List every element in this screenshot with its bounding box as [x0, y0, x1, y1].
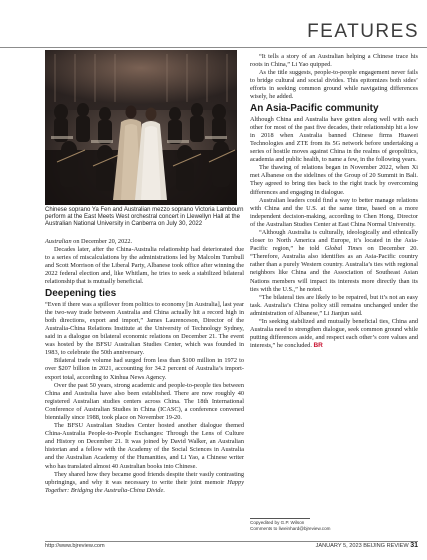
right-paragraph-7: “The bilateral ties are likely to be repaired, but it’s not an easy task. Australia’s China policy still remains unchanged under the administration of Albanese,” Li Jianjun said.: [250, 293, 418, 317]
left-paragraph-6: [45, 471, 244, 495]
left-paragraph-6-post: .: [163, 486, 165, 494]
left-paragraph-3: Bilateral trade volume had surged from less than $100 million in 1972 to over $207 billion in 2021, accounting for 34.2 percent of Australia’s import-export total, according to Xinhua News Agency.: [45, 357, 244, 381]
concert-photo: [45, 50, 237, 205]
issue-info: JANUARY 5, 2023 BEIJING REVIEW: [315, 543, 409, 549]
subheading-asia-pacific: An Asia-Pacific community: [250, 102, 379, 114]
right-paragraph-4: The thawing of relations began in November 2022, when Xi met Albanese on the sidelines of the Group of 20 Summit in Bali. They agreed to bring ties back to the right track by overcoming differences and engaging in dialogue.: [250, 164, 418, 196]
left-column: [45, 238, 244, 495]
left-paragraph-1: Decades later, after the China-Australia relationship had deteriorated due to a series of miscalculations by the administrations led by Malcolm Turnbull and Scott Morrison of the Liberal Party, Albanese took office after winning the 2022 federal election and, like Whitlam, he tries to seek a stabilized bilateral relationship that is mutually beneficial.: [45, 246, 244, 286]
end-mark: BR: [313, 342, 323, 350]
page-number: 31: [410, 542, 418, 549]
left-paragraph-6-pre: They shared how they became good friends despite their vastly contrasting upbringings, and why it was necessary to write their joint memoir: [45, 470, 244, 486]
right-paragraph-3: Although China and Australia have gotten along well with each other for most of the past five decades, their relationship hit a low in 2018 when Australia banned Chinese firms Huawei Technologies and ZTE from its 5G network before undertaking a series of hostile moves against China in the realms of geopolitics, academia and public health, to name a few, in the following years.: [250, 115, 418, 164]
right-paragraph-8-text: “In seeking stabilized and mutually beneficial ties, China and Australia need to strengthen dialogue, seek common ground while putting differences aside, and respect each other’s core values and interests,” he concluded.: [250, 318, 418, 350]
right-column: [250, 53, 418, 350]
page-header: [0, 0, 427, 55]
book-title: Happy Together: Bridging the Australia-China Divide: [45, 478, 244, 494]
header-rule: [0, 47, 427, 48]
right-paragraph-6-post: on December 20. “Therefore, Australia also identifies as an Asia-Pacific country rather than a purely Western country. Australia’s ties with regional neighbors like China and the Association of Southeast Asian Nations members will impact its interests more directly than its ties with the U.S.,” he noted.: [250, 245, 418, 293]
right-paragraph-6: [250, 229, 418, 294]
right-paragraph-5: Australian leaders could find a way to better manage relations with China and the U.S. at the same time, based on a more independent decision-making, according to Chen Hong, Director of the Australian Studies Center at East China Normal University.: [250, 196, 418, 228]
left-paragraph-4: Over the past 50 years, strong academic and people-to-people ties between China and Australia have also been established. There are now roughly 40 registered Australian studies centers across China. The 18th International Conference of Australian Studies in China (ICASC), a conference convened biennially since 1988, took place on November 19-20.: [45, 381, 244, 421]
right-paragraph-1: “It tells a story of an Australian helping a Chinese trace his roots in China,” Li Yao quipped.: [250, 53, 418, 69]
credits: [250, 520, 331, 531]
right-paragraph-8: [250, 318, 418, 350]
subheading-deepening-ties: Deepening ties: [45, 287, 117, 299]
footer-folio: [316, 542, 418, 549]
left-paragraph-0-rest: on December 20, 2022.: [71, 238, 133, 245]
credits-rule: [250, 518, 310, 519]
right-paragraph-6-pre: “Although Australia is culturally, ideologically and ethnically closer to North America and Europe, it’s located in the Asia-Pacific region,” he told: [250, 228, 418, 253]
copyedit-credit: Copyedited by G.P. Wilson: [250, 520, 305, 525]
left-paragraph-2: “Even if there was a spillover from politics to economy [in Australia], last year the two-way trade between Australia and China actually hit a record high in both directions, export and import,” James Laurenceson, Director of the Australia-China Relations Institute at the University of Technology Sydney, said in a dialogue on bilateral economic relations on December 21. The event was hosted by the BFSU Australian Studies Center, which was founded in 1983, to celebrate the 50th anniversary.: [45, 300, 244, 357]
photo-caption: Chinese soprano Ya Fen and Australian mezzo soprano Victoria Lambourn perform at the East Meets West orchestral concert in Llewellyn Hall at the Australian National University in Canberra on July 30, 2022: [45, 207, 244, 228]
footer-url[interactable]: http://www.bjreview.com: [45, 543, 105, 549]
left-paragraph-0: [45, 238, 244, 246]
publication-name: Australian: [45, 238, 72, 245]
comments-email[interactable]: Comments to liweinhard@bjreview.com: [250, 525, 331, 531]
left-paragraph-5: The BFSU Australian Studies Center hosted another dialogue themed China-Australia People-to-People Exchanges: Through the Lens of Culture and History on December 21. It was joined by David Walker, an Australian historian and a fellow with the Academy of the Social Sciences in Australia and the Australian Academy of the Humanities, and Li Yao, a Chinese writer who has translated almost 40 Australian books into Chinese.: [45, 422, 244, 470]
concert-photo-image: [45, 50, 237, 205]
right-paragraph-2: As the title suggests, people-to-people engagement never fails to bridge cultural and social divides. This epitomizes both sides’ efforts in seeking common ground while navigating differences wisely, he added.: [250, 69, 418, 101]
section-title: FEATURES: [307, 21, 419, 42]
newspaper-name: Global Times: [324, 245, 363, 253]
